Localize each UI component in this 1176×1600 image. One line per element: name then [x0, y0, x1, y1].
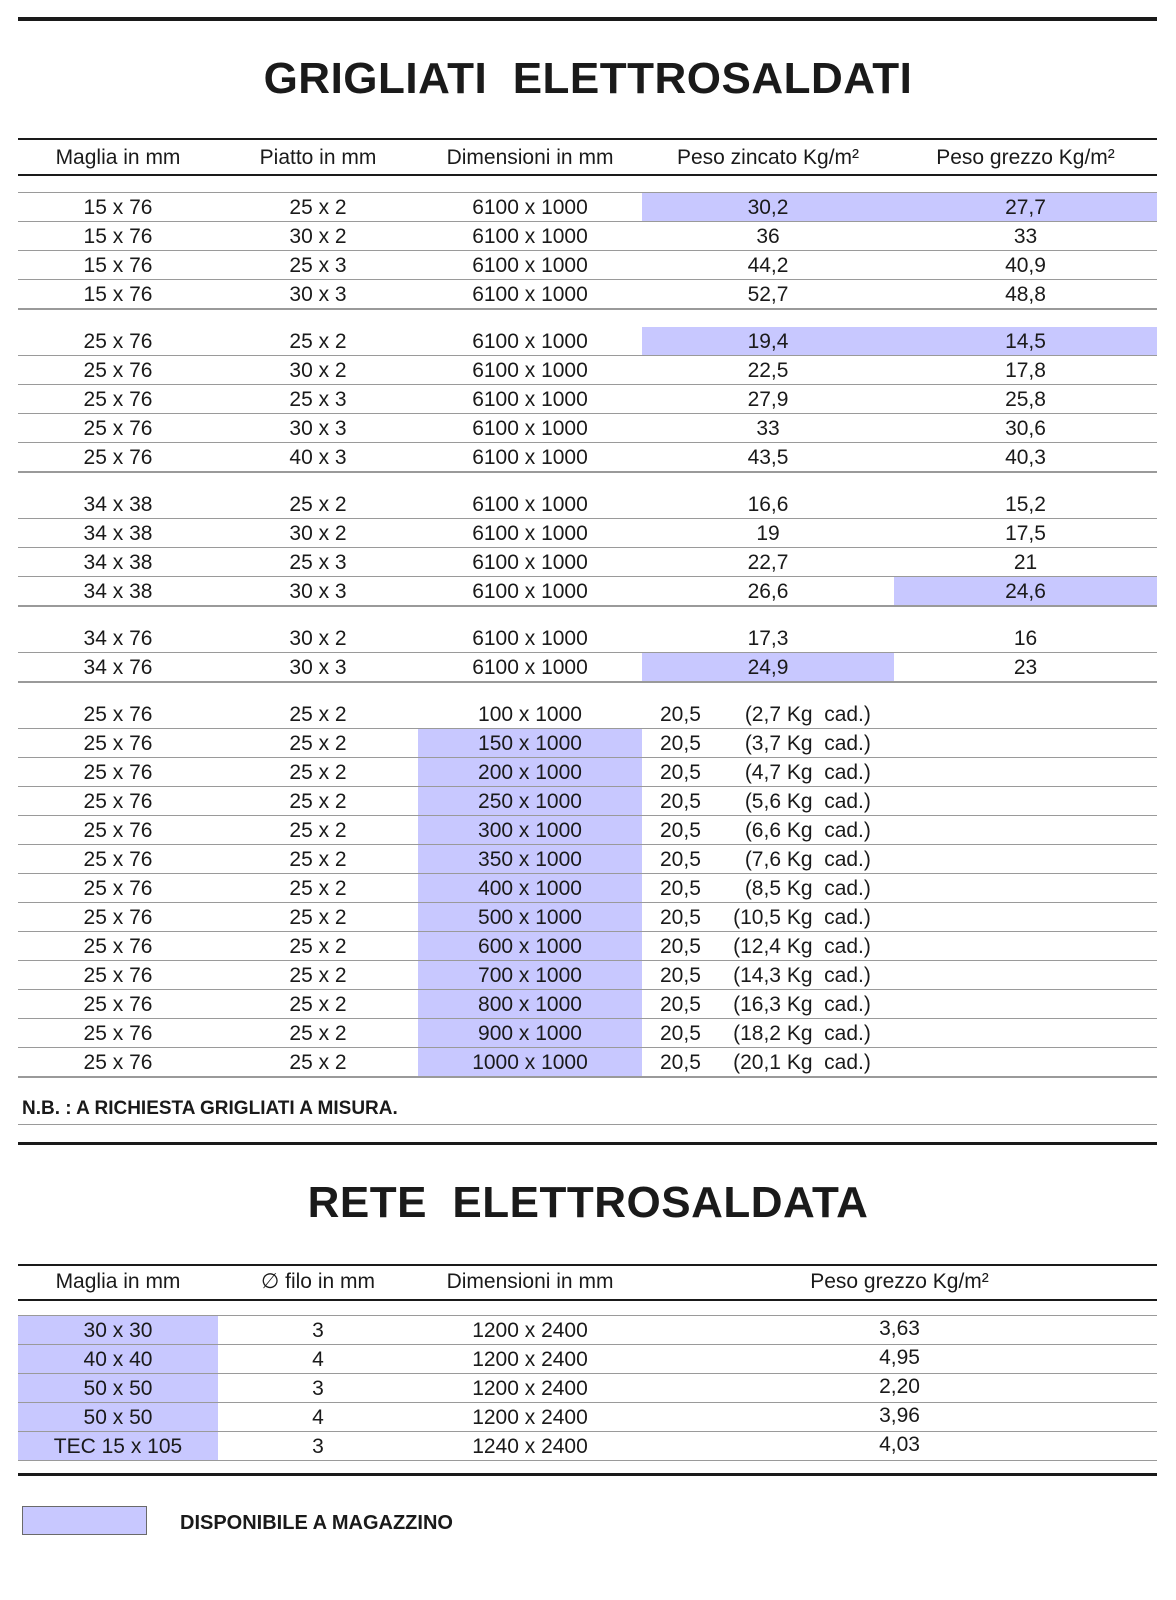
cell-dimensioni: 1200 x 2400 — [472, 1406, 588, 1429]
grigliati-title: GRIGLIATI ELETTROSALDATI — [263, 54, 913, 103]
cell-piatto: 25 x 2 — [289, 1022, 347, 1045]
peso-cad-note: (4,7 Kg cad.) — [744, 761, 871, 784]
cell-peso-cad — [660, 1048, 960, 1076]
table-row — [18, 1374, 1157, 1403]
cell-piatto: 30 x 2 — [289, 359, 347, 382]
cell-maglia: 30 x 30 — [18, 1316, 218, 1344]
cell-maglia: 40 x 40 — [18, 1345, 218, 1373]
cell-peso-grezzo: 16 — [1013, 627, 1038, 650]
cell-piatto: 25 x 2 — [289, 196, 347, 219]
group-separator — [18, 1077, 1157, 1078]
cell-dimensioni: 6100 x 1000 — [472, 446, 588, 469]
cell-filo: 3 — [312, 1377, 324, 1400]
peso-cad-note: (5,6 Kg cad.) — [744, 790, 871, 813]
header-peso-grezzo: Peso grezzo Kg/m² — [936, 146, 1115, 169]
peso-value: 20,5 — [660, 993, 701, 1016]
cell-dimensioni: 900 x 1000 — [418, 1019, 642, 1047]
cell-peso-grezzo: 3,63 — [879, 1317, 920, 1340]
cell-piatto: 25 x 3 — [289, 388, 347, 411]
table-row — [18, 700, 1157, 729]
cell-filo: 3 — [312, 1435, 324, 1458]
cell-dimensioni: 6100 x 1000 — [472, 522, 588, 545]
cell-peso-cad — [660, 787, 960, 815]
rete-header-filo — [218, 1267, 418, 1297]
cell-maglia: 25 x 76 — [83, 330, 153, 353]
table-row — [18, 1345, 1157, 1374]
cell-piatto: 30 x 3 — [289, 580, 347, 603]
cell-peso-zincato: 36 — [756, 225, 780, 248]
table-row — [18, 327, 1157, 356]
cell-peso-grezzo: 17,5 — [1005, 522, 1046, 545]
cell-dimensioni: 6100 x 1000 — [472, 627, 588, 650]
cell-peso-cad — [660, 758, 960, 786]
header-piatto: Piatto in mm — [259, 146, 377, 169]
cell-peso-zincato: 26,6 — [747, 580, 789, 603]
cell-maglia: 50 x 50 — [18, 1374, 218, 1402]
cell-maglia: 25 x 76 — [83, 761, 153, 784]
grigliati-note: N.B. : A RICHIESTA GRIGLIATI A MISURA. — [22, 1098, 398, 1119]
cell-peso-cad — [660, 845, 960, 873]
peso-cad-note: (3,7 Kg cad.) — [744, 732, 871, 755]
cell-peso-cad — [660, 932, 960, 960]
cell-piatto: 40 x 3 — [289, 446, 347, 469]
peso-value: 20,5 — [660, 790, 701, 813]
cell-peso-grezzo: 27,7 — [894, 193, 1157, 221]
cell-maglia: 25 x 76 — [83, 848, 153, 871]
cell-dimensioni: 250 x 1000 — [418, 787, 642, 815]
cell-maglia: 15 x 76 — [83, 196, 153, 219]
table-row — [18, 1048, 1157, 1077]
cell-peso-grezzo: 33 — [1013, 225, 1038, 248]
cell-dimensioni: 1000 x 1000 — [418, 1048, 642, 1076]
cell-peso-zincato: 19 — [756, 522, 780, 545]
table-row — [18, 1316, 1157, 1345]
cell-dimensioni: 6100 x 1000 — [472, 225, 588, 248]
cell-piatto: 25 x 2 — [289, 964, 347, 987]
rete-header-rule — [18, 1264, 1157, 1266]
cell-dimensioni: 6100 x 1000 — [472, 417, 588, 440]
peso-cad-note: (16,3 Kg cad.) — [733, 993, 871, 1016]
cell-peso-grezzo: 23 — [1013, 656, 1038, 679]
rete-header-peso-grezzo: Peso grezzo Kg/m² — [810, 1270, 989, 1293]
cell-piatto: 25 x 2 — [289, 732, 347, 755]
cell-peso-grezzo: 21 — [1013, 551, 1038, 574]
cell-piatto: 30 x 2 — [289, 225, 347, 248]
table-row — [18, 903, 1157, 932]
cell-maglia: 25 x 76 — [83, 388, 153, 411]
peso-value: 20,5 — [660, 1051, 701, 1074]
table-row — [18, 874, 1157, 903]
cell-maglia: 25 x 76 — [83, 446, 153, 469]
peso-value: 20,5 — [660, 964, 701, 987]
cell-piatto: 25 x 3 — [289, 254, 347, 277]
cell-maglia: 25 x 76 — [83, 359, 153, 382]
cell-peso-zincato: 24,9 — [642, 653, 894, 681]
peso-cad-note: (12,4 Kg cad.) — [733, 935, 871, 958]
cell-dimensioni: 800 x 1000 — [418, 990, 642, 1018]
cell-dimensioni: 350 x 1000 — [418, 845, 642, 873]
cell-peso-zincato: 22,5 — [747, 359, 789, 382]
peso-cad-note: (14,3 Kg cad.) — [733, 964, 871, 987]
cell-dimensioni: 400 x 1000 — [418, 874, 642, 902]
cell-piatto: 30 x 3 — [289, 656, 347, 679]
legend-label: DISPONIBILE A MAGAZZINO — [180, 1512, 453, 1534]
cell-peso-cad — [660, 990, 960, 1018]
top-rule — [18, 17, 1157, 21]
cell-dimensioni: 200 x 1000 — [418, 758, 642, 786]
cell-peso-grezzo: 4,03 — [879, 1433, 920, 1456]
cell-maglia: 25 x 76 — [83, 993, 153, 1016]
cell-maglia: TEC 15 x 105 — [18, 1432, 218, 1460]
cell-filo: 3 — [312, 1319, 324, 1342]
cell-maglia: 25 x 76 — [83, 935, 153, 958]
grigliati-header-underline — [18, 174, 1157, 176]
cell-dimensioni: 6100 x 1000 — [472, 580, 588, 603]
cell-maglia: 25 x 76 — [83, 1051, 153, 1074]
group-separator — [18, 472, 1157, 473]
cell-piatto: 25 x 2 — [289, 819, 347, 842]
cell-peso-zincato: 22,7 — [747, 551, 789, 574]
header-maglia: Maglia in mm — [55, 146, 181, 169]
cell-piatto: 25 x 2 — [289, 330, 347, 353]
cell-peso-grezzo: 40,9 — [1005, 254, 1046, 277]
cell-dimensioni: 6100 x 1000 — [472, 551, 588, 574]
cell-peso-zincato: 27,9 — [747, 388, 789, 411]
cell-peso-grezzo: 3,96 — [879, 1404, 920, 1427]
cell-dimensioni: 6100 x 1000 — [472, 283, 588, 306]
bottom-rule — [18, 1473, 1157, 1476]
cell-maglia: 25 x 76 — [83, 703, 153, 726]
cell-peso-grezzo: 48,8 — [1005, 283, 1046, 306]
cell-dimensioni: 6100 x 1000 — [472, 359, 588, 382]
cell-dimensioni: 6100 x 1000 — [472, 493, 588, 516]
cell-dimensioni: 100 x 1000 — [478, 703, 582, 726]
cell-maglia: 34 x 76 — [83, 656, 153, 679]
cell-peso-grezzo: 2,20 — [879, 1375, 920, 1398]
peso-cad-note: (6,6 Kg cad.) — [744, 819, 871, 842]
cell-peso-cad — [660, 961, 960, 989]
diameter-icon: ∅ — [261, 1270, 280, 1293]
cell-maglia: 25 x 76 — [83, 417, 153, 440]
cell-maglia: 25 x 76 — [83, 1022, 153, 1045]
table-row — [18, 816, 1157, 845]
cell-peso-grezzo: 25,8 — [1005, 388, 1046, 411]
cell-dimensioni: 6100 x 1000 — [472, 254, 588, 277]
table-row — [18, 961, 1157, 990]
table-row — [18, 990, 1157, 1019]
peso-value: 20,5 — [660, 1022, 701, 1045]
cell-maglia: 25 x 76 — [83, 964, 153, 987]
cell-peso-zincato: 52,7 — [747, 283, 789, 306]
section-rule — [18, 1142, 1157, 1145]
cell-peso-zincato: 19,4 — [642, 327, 894, 355]
table-row — [18, 280, 1157, 309]
cell-piatto: 25 x 2 — [289, 493, 347, 516]
table-row — [18, 653, 1157, 682]
peso-value: 20,5 — [660, 906, 701, 929]
table-row — [18, 932, 1157, 961]
cell-dimensioni: 6100 x 1000 — [472, 656, 588, 679]
table-row — [18, 787, 1157, 816]
cell-piatto: 25 x 2 — [289, 790, 347, 813]
cell-piatto: 25 x 2 — [289, 993, 347, 1016]
peso-value: 20,5 — [660, 703, 701, 726]
cell-peso-grezzo: 15,2 — [1005, 493, 1046, 516]
table-row — [18, 577, 1157, 606]
header-peso-zincato: Peso zincato Kg/m² — [676, 146, 860, 169]
cell-maglia: 50 x 50 — [18, 1403, 218, 1431]
cell-peso-grezzo: 24,6 — [894, 577, 1157, 605]
cell-maglia: 34 x 76 — [83, 627, 153, 650]
peso-value: 20,5 — [660, 848, 701, 871]
group-separator — [18, 682, 1157, 683]
peso-cad-note: (2,7 Kg cad.) — [744, 703, 871, 726]
cell-dimensioni: 1200 x 2400 — [472, 1377, 588, 1400]
cell-peso-cad — [660, 903, 960, 931]
cell-peso-zincato: 17,3 — [747, 627, 789, 650]
cell-filo: 4 — [312, 1348, 324, 1371]
cell-maglia: 15 x 76 — [83, 283, 153, 306]
cell-piatto: 25 x 2 — [289, 1051, 347, 1074]
cell-maglia: 15 x 76 — [83, 254, 153, 277]
cell-peso-cad — [660, 874, 960, 902]
table-row — [18, 193, 1157, 222]
cell-peso-grezzo: 17,8 — [1005, 359, 1046, 382]
cell-dimensioni: 600 x 1000 — [418, 932, 642, 960]
cell-filo: 4 — [312, 1406, 324, 1429]
cell-peso-grezzo: 4,95 — [879, 1346, 920, 1369]
cell-peso-zincato: 30,2 — [642, 193, 894, 221]
cell-maglia: 34 x 38 — [83, 580, 153, 603]
cell-peso-zincato: 43,5 — [747, 446, 789, 469]
cell-maglia: 34 x 38 — [83, 522, 153, 545]
table-row — [18, 1432, 1157, 1461]
cell-maglia: 34 x 38 — [83, 551, 153, 574]
rete-title: RETE ELETTROSALDATA — [307, 1178, 869, 1227]
cell-peso-cad — [660, 1019, 960, 1047]
cell-piatto: 25 x 3 — [289, 551, 347, 574]
note-underline — [18, 1124, 1157, 1125]
peso-value: 20,5 — [660, 935, 701, 958]
table-row — [18, 1403, 1157, 1432]
table-row — [18, 519, 1157, 548]
table-row — [18, 758, 1157, 787]
table-row — [18, 356, 1157, 385]
grigliati-header-rule — [18, 138, 1157, 140]
header-dimensioni: Dimensioni in mm — [446, 146, 614, 169]
cell-piatto: 25 x 2 — [289, 906, 347, 929]
table-row — [18, 729, 1157, 758]
peso-cad-note: (8,5 Kg cad.) — [744, 877, 871, 900]
rete-header-dimensioni: Dimensioni in mm — [446, 1270, 614, 1293]
peso-value: 20,5 — [660, 877, 701, 900]
cell-peso-grezzo: 30,6 — [1005, 417, 1046, 440]
cell-dimensioni: 1200 x 2400 — [472, 1348, 588, 1371]
cell-dimensioni: 500 x 1000 — [418, 903, 642, 931]
cell-piatto: 30 x 2 — [289, 522, 347, 545]
peso-cad-note: (18,2 Kg cad.) — [733, 1022, 871, 1045]
cell-peso-zincato: 16,6 — [747, 493, 789, 516]
table-row — [18, 490, 1157, 519]
rete-header-maglia: Maglia in mm — [55, 1270, 181, 1293]
cell-maglia: 25 x 76 — [83, 790, 153, 813]
table-row — [18, 222, 1157, 251]
group-separator — [18, 606, 1157, 607]
cell-peso-cad — [660, 816, 960, 844]
cell-peso-cad — [660, 700, 960, 728]
cell-maglia: 25 x 76 — [83, 906, 153, 929]
legend-swatch — [22, 1506, 147, 1535]
table-row — [18, 1019, 1157, 1048]
cell-maglia: 34 x 38 — [83, 493, 153, 516]
cell-piatto: 25 x 2 — [289, 848, 347, 871]
peso-cad-note: (20,1 Kg cad.) — [733, 1051, 871, 1074]
table-row — [18, 443, 1157, 472]
table-row — [18, 414, 1157, 443]
peso-value: 20,5 — [660, 761, 701, 784]
table-row — [18, 548, 1157, 577]
table-row — [18, 385, 1157, 414]
peso-value: 20,5 — [660, 819, 701, 842]
peso-cad-note: (10,5 Kg cad.) — [733, 906, 871, 929]
cell-piatto: 25 x 2 — [289, 877, 347, 900]
cell-piatto: 25 x 2 — [289, 761, 347, 784]
cell-maglia: 25 x 76 — [83, 819, 153, 842]
cell-peso-zincato: 44,2 — [747, 254, 789, 277]
group-separator — [18, 309, 1157, 310]
cell-dimensioni: 1200 x 2400 — [472, 1319, 588, 1342]
cell-peso-grezzo: 14,5 — [894, 327, 1157, 355]
table-row — [18, 845, 1157, 874]
cell-piatto: 30 x 3 — [289, 283, 347, 306]
rete-header-filo-label: filo in mm — [285, 1270, 375, 1293]
table-row — [18, 624, 1157, 653]
cell-peso-zincato: 33 — [756, 417, 780, 440]
cell-dimensioni: 6100 x 1000 — [472, 388, 588, 411]
peso-value: 20,5 — [660, 732, 701, 755]
cell-dimensioni: 1240 x 2400 — [472, 1435, 588, 1458]
cell-peso-cad — [660, 729, 960, 757]
cell-dimensioni: 700 x 1000 — [418, 961, 642, 989]
table-row — [18, 251, 1157, 280]
cell-piatto: 30 x 3 — [289, 417, 347, 440]
cell-maglia: 15 x 76 — [83, 225, 153, 248]
cell-peso-grezzo: 40,3 — [1005, 446, 1046, 469]
cell-dimensioni: 150 x 1000 — [418, 729, 642, 757]
cell-maglia: 25 x 76 — [83, 877, 153, 900]
peso-cad-note: (7,6 Kg cad.) — [744, 848, 871, 871]
cell-dimensioni: 6100 x 1000 — [472, 330, 588, 353]
cell-maglia: 25 x 76 — [83, 732, 153, 755]
cell-dimensioni: 300 x 1000 — [418, 816, 642, 844]
cell-dimensioni: 6100 x 1000 — [472, 196, 588, 219]
cell-piatto: 25 x 2 — [289, 703, 347, 726]
cell-piatto: 25 x 2 — [289, 935, 347, 958]
cell-piatto: 30 x 2 — [289, 627, 347, 650]
rete-header-underline — [18, 1299, 1157, 1301]
